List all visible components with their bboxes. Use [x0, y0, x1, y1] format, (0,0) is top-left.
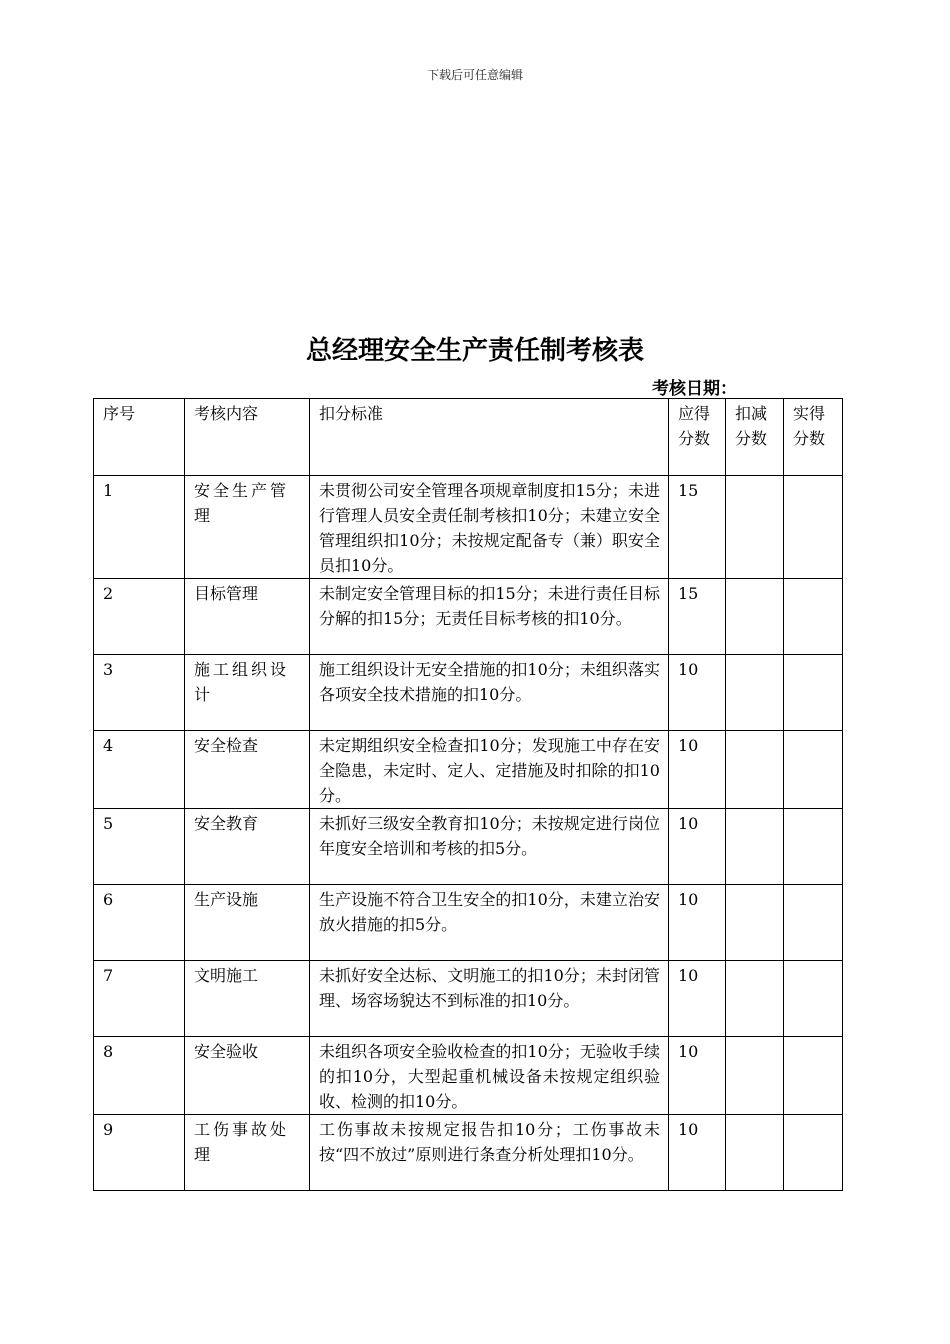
- assessment-table: [93, 398, 843, 1191]
- row-actual-score[interactable]: [784, 579, 843, 655]
- table-header-row: [94, 399, 843, 476]
- row-index: 9: [94, 1115, 185, 1191]
- row-due-score: 10: [669, 961, 726, 1037]
- table-row: [94, 1037, 843, 1115]
- row-index: 1: [94, 476, 185, 579]
- row-actual-score[interactable]: [784, 476, 843, 579]
- row-item: 施工组织设计: [185, 655, 310, 731]
- row-standard: 未抓好三级安全教育扣10分；未按规定进行岗位年度安全培训和考核的扣5分。: [310, 809, 669, 885]
- table-row: [94, 655, 843, 731]
- row-index: 4: [94, 731, 185, 809]
- row-deducted-score[interactable]: [726, 1037, 784, 1115]
- row-index: 8: [94, 1037, 185, 1115]
- row-standard: 施工组织设计无安全措施的扣10分；未组织落实各项安全技术措施的扣10分。: [310, 655, 669, 731]
- row-item: 安全检查: [185, 731, 310, 809]
- row-standard: 生产设施不符合卫生安全的扣10分，未建立治安放火措施的扣5分。: [310, 885, 669, 961]
- row-deducted-score[interactable]: [726, 731, 784, 809]
- row-deducted-score[interactable]: [726, 476, 784, 579]
- row-due-score: 10: [669, 731, 726, 809]
- table-row: [94, 1115, 843, 1191]
- column-header-standard: 扣分标准: [310, 399, 669, 476]
- row-due-score: 10: [669, 885, 726, 961]
- row-actual-score[interactable]: [784, 885, 843, 961]
- row-standard: 未抓好安全达标、文明施工的扣10分；未封闭管理、场容场貌达不到标准的扣10分。: [310, 961, 669, 1037]
- row-index: 3: [94, 655, 185, 731]
- row-due-score: 10: [669, 1115, 726, 1191]
- row-item: 目标管理: [185, 579, 310, 655]
- row-standard: 未贯彻公司安全管理各项规章制度扣15分；未进行管理人员安全责任制考核扣10分；未建立安全管理组织扣10分；未按规定配备专（兼）职安全员扣10分。: [310, 476, 669, 579]
- row-due-score: 15: [669, 476, 726, 579]
- row-actual-score[interactable]: [784, 1115, 843, 1191]
- row-deducted-score[interactable]: [726, 655, 784, 731]
- row-deducted-score[interactable]: [726, 1115, 784, 1191]
- row-actual-score[interactable]: [784, 809, 843, 885]
- table-row: [94, 809, 843, 885]
- row-due-score: 15: [669, 579, 726, 655]
- column-header-item: 考核内容: [185, 399, 310, 476]
- row-index: 2: [94, 579, 185, 655]
- row-due-score: 10: [669, 809, 726, 885]
- row-standard: 未定期组织安全检查扣10分；发现施工中存在安全隐患，未定时、定人、定措施及时扣除的扣10分。: [310, 731, 669, 809]
- row-standard: 未组织各项安全验收检查的扣10分；无验收手续的扣10分，大型起重机械设备未按规定组织验收、检测的扣10分。: [310, 1037, 669, 1115]
- column-header-due-score: 应得分数: [669, 399, 726, 476]
- row-item: 安全验收: [185, 1037, 310, 1115]
- row-item: 生产设施: [185, 885, 310, 961]
- table-row: [94, 476, 843, 579]
- row-item: 安全生产管理: [185, 476, 310, 579]
- column-header-deducted-score: 扣减分数: [726, 399, 784, 476]
- column-header-actual-score: 实得分数: [784, 399, 843, 476]
- row-actual-score[interactable]: [784, 731, 843, 809]
- row-deducted-score[interactable]: [726, 961, 784, 1037]
- row-index: 7: [94, 961, 185, 1037]
- row-standard: 未制定安全管理目标的扣15分；未进行责任目标分解的扣15分；无责任目标考核的扣10分。: [310, 579, 669, 655]
- row-standard: 工伤事故未按规定报告扣10分；工伤事故未按“四不放过”原则进行条查分析处理扣10分。: [310, 1115, 669, 1191]
- row-actual-score[interactable]: [784, 1037, 843, 1115]
- table-row: [94, 961, 843, 1037]
- column-header-index: 序号: [94, 399, 185, 476]
- header-note: 下载后可任意编辑: [426, 68, 523, 82]
- row-due-score: 10: [669, 655, 726, 731]
- table-row: [94, 731, 843, 809]
- row-item: 工伤事故处理: [185, 1115, 310, 1191]
- table-row: [94, 885, 843, 961]
- row-deducted-score[interactable]: [726, 579, 784, 655]
- row-index: 6: [94, 885, 185, 961]
- assessment-date-label: 考核日期：: [652, 379, 737, 399]
- row-item: 安全教育: [185, 809, 310, 885]
- row-index: 5: [94, 809, 185, 885]
- row-actual-score[interactable]: [784, 961, 843, 1037]
- row-deducted-score[interactable]: [726, 885, 784, 961]
- table-row: [94, 579, 843, 655]
- page-title: 总经理安全生产责任制考核表: [305, 336, 644, 366]
- row-actual-score[interactable]: [784, 655, 843, 731]
- row-deducted-score[interactable]: [726, 809, 784, 885]
- row-item: 文明施工: [185, 961, 310, 1037]
- row-due-score: 10: [669, 1037, 726, 1115]
